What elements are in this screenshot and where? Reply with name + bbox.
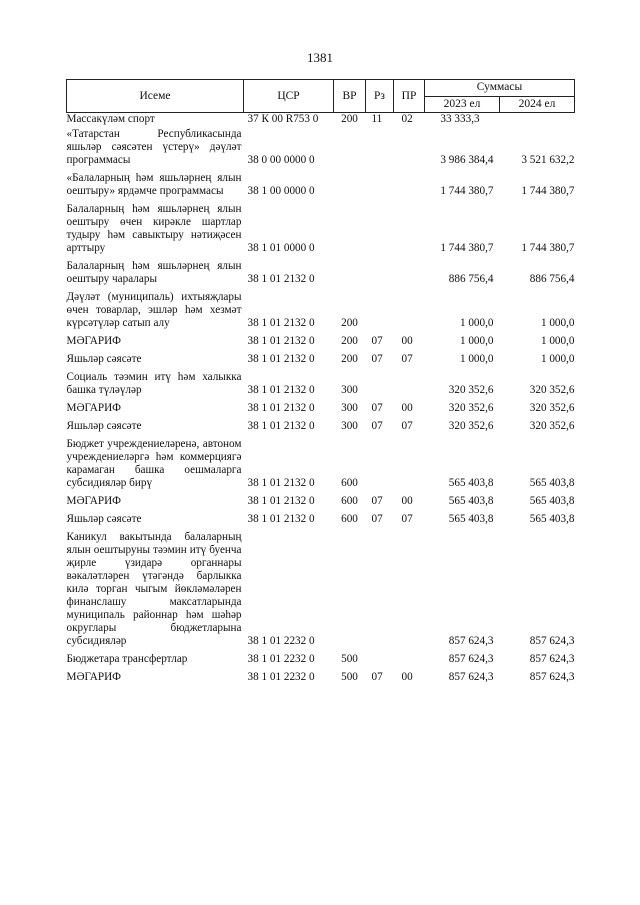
cell-csr: 38 1 00 0000 0 — [247, 185, 315, 197]
cell-pr — [394, 291, 425, 335]
cell-name: МӘГАРИФ — [66, 402, 121, 414]
cell-pr — [394, 203, 425, 260]
table-row — [67, 353, 575, 371]
cell-vr — [334, 203, 366, 260]
cell-y1: 1 000,0 — [459, 317, 494, 329]
cell-csr: 38 1 01 2232 0 — [247, 635, 315, 647]
cell-vr: 600 — [341, 495, 358, 507]
table-row — [67, 531, 575, 653]
cell-pr: 00 — [401, 335, 413, 347]
table-row — [67, 420, 575, 438]
cell-vr: 600 — [341, 477, 358, 489]
cell-name: Яшьләр сәясәте — [66, 513, 142, 525]
cell-csr: 38 1 01 2232 0 — [247, 671, 315, 683]
cell-csr: 38 1 01 2132 0 — [247, 384, 315, 396]
cell-rz — [366, 128, 394, 172]
cell-pr — [394, 531, 425, 653]
cell-vr — [334, 172, 366, 203]
cell-csr: 37 К 00 R753 0 — [247, 113, 319, 125]
cell-y2: 320 352,6 — [529, 402, 575, 414]
cell-vr — [334, 531, 366, 653]
cell-rz — [366, 291, 394, 335]
cell-rz — [366, 172, 394, 203]
cell-y1: 565 403,8 — [448, 495, 494, 507]
header-year-2024: 2024 ел — [500, 96, 575, 113]
page-number: 1381 — [307, 50, 333, 65]
header-pr: ПР — [394, 80, 425, 113]
cell-y2: 1 000,0 — [540, 335, 575, 347]
header-name: Исеме — [67, 80, 244, 113]
cell-rz — [366, 371, 394, 402]
cell-name: МӘГАРИФ — [66, 495, 121, 507]
table-row — [67, 402, 575, 420]
table-row — [67, 128, 575, 172]
cell-y2: 320 352,6 — [529, 420, 575, 432]
table-row — [67, 513, 575, 531]
cell-name: Социаль тәэмин итү һәм халыкка башка түләүләр — [66, 371, 242, 396]
table-row — [67, 438, 575, 495]
cell-y2: 320 352,6 — [529, 384, 575, 396]
cell-rz — [366, 653, 394, 671]
cell-pr: 07 — [401, 353, 413, 365]
cell-csr: 38 1 01 2132 0 — [247, 402, 315, 414]
cell-name: Балаларның һәм яшьләрнең ялын оештыру чаралары — [66, 260, 242, 285]
cell-y2: 1 744 380,7 — [521, 242, 575, 254]
cell-rz: 07 — [371, 513, 383, 525]
cell-y1: 1 000,0 — [459, 353, 494, 365]
cell-y1: 320 352,6 — [448, 420, 494, 432]
cell-pr — [394, 128, 425, 172]
header-vr: ВР — [334, 80, 366, 113]
cell-csr: 38 1 01 2132 0 — [247, 273, 315, 285]
cell-rz: 11 — [371, 113, 383, 125]
cell-y2: 857 624,3 — [529, 635, 575, 647]
cell-y1: 320 352,6 — [448, 384, 494, 396]
cell-pr — [394, 172, 425, 203]
cell-name: Дәүләт (муниципаль) ихтыяҗлары өчен товарлар, эшләр һәм хезмәт күрсәтүләр сатып алу — [66, 291, 242, 329]
table-row — [67, 203, 575, 260]
cell-y2: 1 744 380,7 — [521, 185, 575, 197]
cell-vr: 200 — [341, 353, 358, 365]
cell-y2: 857 624,3 — [529, 653, 575, 665]
cell-vr: 600 — [341, 513, 358, 525]
cell-vr: 300 — [341, 402, 358, 414]
cell-name: Массакүләм спорт — [66, 113, 155, 125]
cell-rz: 07 — [371, 335, 383, 347]
table-row — [67, 335, 575, 353]
cell-name: Яшьләр сәясәте — [66, 353, 142, 365]
cell-y1: 320 352,6 — [448, 402, 494, 414]
header-sums: Суммасы — [425, 80, 575, 97]
cell-rz — [366, 531, 394, 653]
cell-y1: 33 333,3 — [440, 113, 480, 125]
cell-rz — [366, 438, 394, 495]
table-row — [67, 172, 575, 203]
cell-pr — [394, 260, 425, 291]
cell-name: «Балаларның һәм яшьләрнең ялын оештыру» ярдәмче программасы — [66, 172, 242, 197]
cell-name: Бюджетара трансфертлар — [66, 653, 188, 665]
cell-pr: 02 — [401, 113, 413, 125]
cell-vr — [334, 128, 366, 172]
cell-pr: 07 — [401, 513, 413, 525]
table-row — [67, 113, 575, 129]
cell-vr: 200 — [341, 317, 358, 329]
cell-y1: 857 624,3 — [448, 653, 494, 665]
cell-y1: 857 624,3 — [448, 635, 494, 647]
cell-rz: 07 — [371, 495, 383, 507]
cell-y2 — [500, 113, 575, 129]
cell-pr: 00 — [401, 495, 413, 507]
budget-table — [66, 79, 575, 689]
cell-rz: 07 — [371, 353, 383, 365]
cell-pr: 00 — [401, 402, 413, 414]
cell-vr: 500 — [341, 671, 358, 683]
cell-rz: 07 — [371, 671, 383, 683]
cell-vr: 300 — [341, 384, 358, 396]
cell-csr: 38 1 01 0000 0 — [247, 242, 315, 254]
cell-csr: 38 1 01 2132 0 — [247, 353, 315, 365]
cell-vr: 500 — [341, 653, 358, 665]
cell-name: Каникул вакытында балаларның ялын оештыруны тәэмин итү буенча җирле үзидарә органнары вәкаләтләрен үтәгәндә барлыкка килә торган чыгым йөкләмәләрен финанслашу максатларында муниципаль районнар һәм шәһәр округлары бюджетларына субсидияләр — [66, 531, 242, 647]
cell-name: МӘГАРИФ — [66, 671, 121, 683]
cell-y2: 565 403,8 — [529, 495, 575, 507]
cell-vr: 200 — [341, 335, 358, 347]
table-row — [67, 260, 575, 291]
cell-y1: 857 624,3 — [448, 671, 494, 683]
cell-csr: 38 1 01 2232 0 — [247, 653, 315, 665]
cell-y2: 886 756,4 — [529, 273, 575, 285]
cell-y1: 565 403,8 — [448, 477, 494, 489]
cell-y1: 565 403,8 — [448, 513, 494, 525]
cell-rz: 07 — [371, 420, 383, 432]
table-row — [67, 653, 575, 671]
cell-y1: 1 744 380,7 — [440, 242, 494, 254]
table-row — [67, 291, 575, 335]
cell-y2: 565 403,8 — [529, 513, 575, 525]
cell-y1: 1 744 380,7 — [440, 185, 494, 197]
cell-pr: 07 — [401, 420, 413, 432]
cell-csr: 38 1 01 2132 0 — [247, 317, 315, 329]
cell-y2: 3 521 632,2 — [521, 154, 575, 166]
cell-rz — [366, 203, 394, 260]
cell-pr — [394, 438, 425, 495]
cell-name: Бюджет учреждениеләренә, автоном учреждениеләргә һәм коммерциягә карамаган башка оешмаларга субсидияләр бирү — [66, 438, 242, 489]
cell-pr — [394, 371, 425, 402]
header-rz: Рз — [366, 80, 394, 113]
cell-vr: 300 — [341, 420, 358, 432]
cell-csr: 38 1 01 2132 0 — [247, 335, 315, 347]
table-header — [67, 80, 575, 113]
cell-rz — [366, 260, 394, 291]
cell-y1: 1 000,0 — [459, 335, 494, 347]
cell-y2: 1 000,0 — [540, 353, 575, 365]
cell-y1: 3 986 384,4 — [440, 154, 494, 166]
cell-csr: 38 1 01 2132 0 — [247, 477, 315, 489]
cell-name: «Татарстан Республикасында яшьләр сәясәтен үстерү» дәүләт программасы — [66, 128, 242, 166]
cell-pr: 00 — [401, 671, 413, 683]
table-body — [67, 113, 575, 690]
header-csr: ЦСР — [244, 80, 334, 113]
cell-name: Балаларның һәм яшьләрнең ялын оештыру өчен кирәкле шартлар тудыру һәм савыктыру нәтиҗәсен арттыру — [66, 203, 242, 254]
cell-y2: 1 000,0 — [540, 317, 575, 329]
table-row — [67, 495, 575, 513]
cell-name: Яшьләр сәясәте — [66, 420, 142, 432]
cell-csr: 38 1 01 2132 0 — [247, 495, 315, 507]
cell-csr: 38 1 01 2132 0 — [247, 513, 315, 525]
cell-vr: 200 — [341, 113, 358, 125]
cell-csr: 38 1 01 2132 0 — [247, 420, 315, 432]
table-row — [67, 671, 575, 689]
cell-vr — [334, 260, 366, 291]
header-year-2023: 2023 ел — [425, 96, 500, 113]
cell-y2: 857 624,3 — [529, 671, 575, 683]
cell-y2: 565 403,8 — [529, 477, 575, 489]
table-row — [67, 371, 575, 402]
cell-rz: 07 — [371, 402, 383, 414]
cell-csr: 38 0 00 0000 0 — [247, 154, 315, 166]
cell-pr — [394, 653, 425, 671]
cell-y1: 886 756,4 — [448, 273, 494, 285]
cell-name: МӘГАРИФ — [66, 335, 121, 347]
